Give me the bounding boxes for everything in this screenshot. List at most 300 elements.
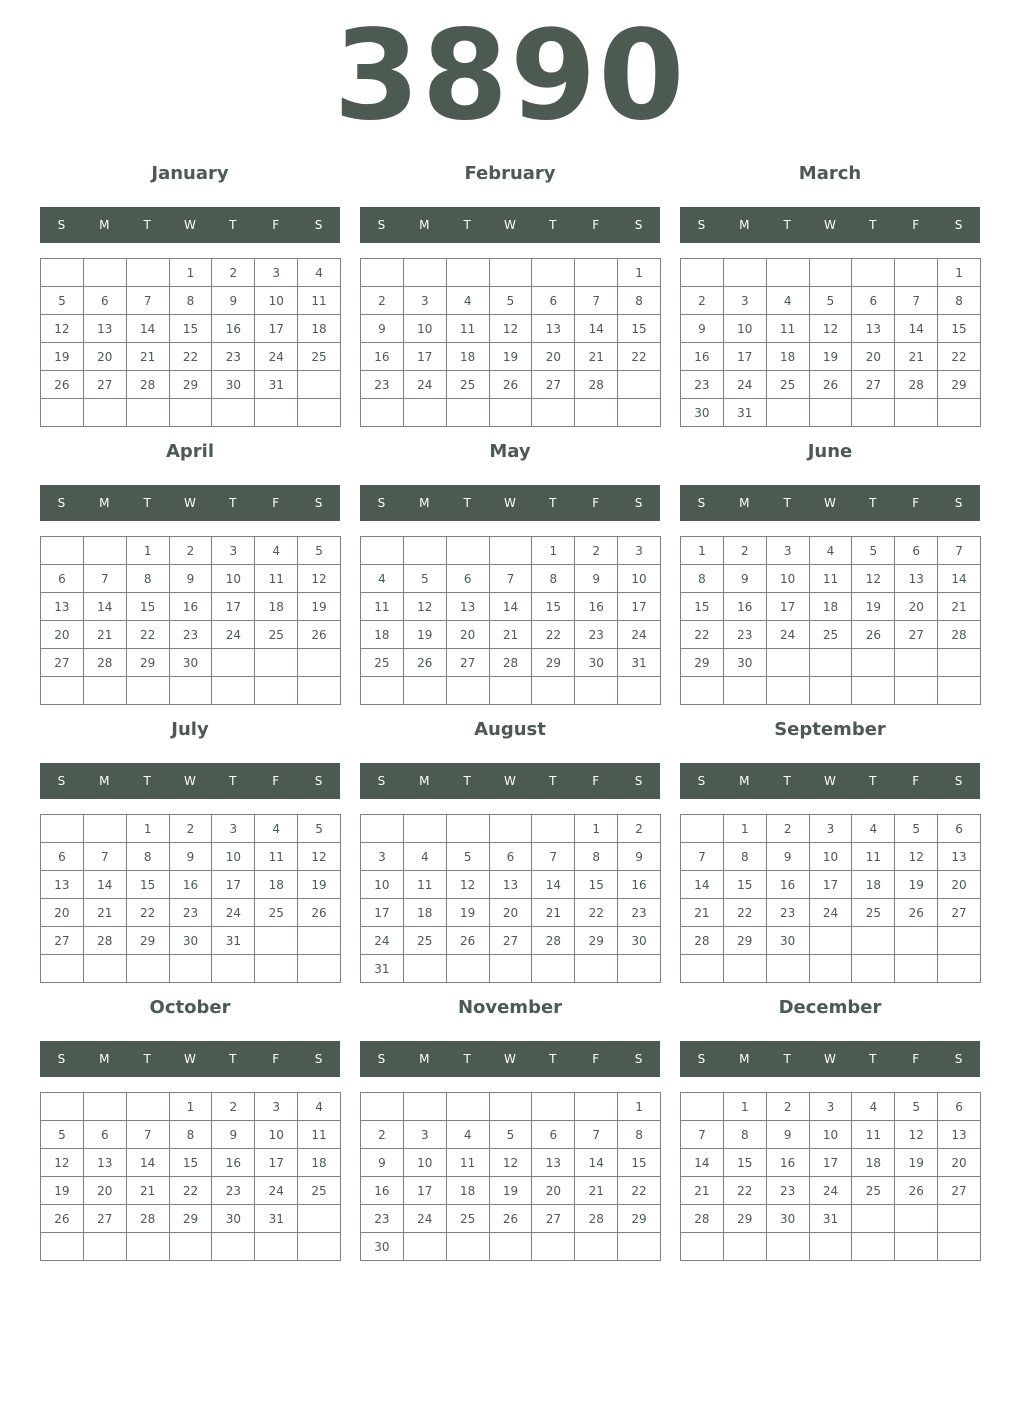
empty-cell <box>490 537 533 565</box>
day-cell: 3 <box>810 815 853 843</box>
weekday-label: S <box>954 218 963 232</box>
day-cell: 24 <box>618 621 661 649</box>
weekday-header <box>40 207 340 243</box>
day-cell: 15 <box>724 871 767 899</box>
empty-cell <box>84 259 127 287</box>
empty-cell <box>767 259 810 287</box>
empty-cell <box>724 1233 767 1261</box>
day-cell: 4 <box>298 1093 341 1121</box>
weekday-label: T <box>549 218 557 232</box>
day-cell: 22 <box>532 621 575 649</box>
empty-cell <box>41 677 84 705</box>
month-july <box>40 713 340 983</box>
empty-cell <box>41 955 84 983</box>
empty-cell <box>767 399 810 427</box>
empty-cell <box>41 537 84 565</box>
day-cell: 9 <box>575 565 618 593</box>
weekday-label: W <box>824 218 836 232</box>
empty-cell <box>255 1233 298 1261</box>
month-january <box>40 157 340 427</box>
weekday-label: S <box>377 774 386 788</box>
day-cell: 25 <box>255 621 298 649</box>
day-cell: 22 <box>127 899 170 927</box>
empty-cell <box>895 1205 938 1233</box>
weekday-label: F <box>912 1052 920 1066</box>
month-name: May <box>489 441 531 462</box>
day-cell: 23 <box>767 899 810 927</box>
empty-cell <box>447 955 490 983</box>
empty-cell <box>895 259 938 287</box>
day-cell: 1 <box>618 1093 661 1121</box>
day-grid <box>680 258 981 427</box>
empty-cell <box>361 815 404 843</box>
empty-cell <box>41 399 84 427</box>
day-cell: 26 <box>298 899 341 927</box>
day-cell: 12 <box>447 871 490 899</box>
empty-cell <box>532 815 575 843</box>
weekday-label: M <box>99 774 110 788</box>
month-november <box>360 991 660 1261</box>
empty-cell <box>255 927 298 955</box>
day-cell: 6 <box>895 537 938 565</box>
empty-cell <box>361 537 404 565</box>
empty-cell <box>575 1093 618 1121</box>
empty-cell <box>127 955 170 983</box>
month-name: August <box>474 719 546 740</box>
empty-cell <box>618 399 661 427</box>
day-cell: 3 <box>255 1093 298 1121</box>
day-cell: 24 <box>212 899 255 927</box>
empty-cell <box>404 537 447 565</box>
day-cell: 15 <box>170 315 213 343</box>
day-cell: 25 <box>404 927 447 955</box>
day-cell: 3 <box>618 537 661 565</box>
day-cell: 20 <box>84 343 127 371</box>
day-cell: 11 <box>810 565 853 593</box>
day-cell: 14 <box>127 315 170 343</box>
day-cell: 3 <box>361 843 404 871</box>
day-cell: 28 <box>895 371 938 399</box>
day-cell: 16 <box>170 871 213 899</box>
weekday-label: F <box>592 496 600 510</box>
empty-cell <box>852 649 895 677</box>
day-cell: 16 <box>724 593 767 621</box>
day-cell: 27 <box>490 927 533 955</box>
month-name: June <box>807 441 853 462</box>
weekday-label: W <box>184 218 196 232</box>
day-cell: 21 <box>532 899 575 927</box>
day-cell: 20 <box>447 621 490 649</box>
empty-cell <box>618 371 661 399</box>
empty-cell <box>298 1233 341 1261</box>
day-cell: 24 <box>404 371 447 399</box>
weekday-label: W <box>504 1052 516 1066</box>
empty-cell <box>255 649 298 677</box>
weekday-label: T <box>463 1052 471 1066</box>
weekday-label: T <box>869 774 877 788</box>
day-cell: 3 <box>212 537 255 565</box>
weekday-label: S <box>954 1052 963 1066</box>
weekday-label: T <box>783 496 791 510</box>
empty-cell <box>447 1093 490 1121</box>
day-cell: 23 <box>361 1205 404 1233</box>
day-cell: 7 <box>681 1121 724 1149</box>
day-cell: 14 <box>575 315 618 343</box>
day-cell: 8 <box>618 1121 661 1149</box>
day-cell: 22 <box>618 1177 661 1205</box>
day-cell: 14 <box>895 315 938 343</box>
day-cell: 3 <box>404 287 447 315</box>
day-cell: 4 <box>447 1121 490 1149</box>
day-cell: 15 <box>532 593 575 621</box>
day-cell: 13 <box>490 871 533 899</box>
day-cell: 29 <box>681 649 724 677</box>
day-cell: 8 <box>127 843 170 871</box>
day-cell: 21 <box>575 1177 618 1205</box>
day-cell: 2 <box>767 815 810 843</box>
day-cell: 12 <box>298 565 341 593</box>
day-cell: 14 <box>84 871 127 899</box>
empty-cell <box>212 649 255 677</box>
month-name: November <box>457 997 563 1018</box>
weekday-header <box>680 485 980 521</box>
day-cell: 17 <box>212 871 255 899</box>
day-cell: 22 <box>681 621 724 649</box>
day-cell: 23 <box>724 621 767 649</box>
empty-cell <box>767 955 810 983</box>
empty-cell <box>938 1233 981 1261</box>
empty-cell <box>127 1233 170 1261</box>
day-cell: 16 <box>575 593 618 621</box>
day-cell: 1 <box>724 1093 767 1121</box>
day-cell: 9 <box>361 315 404 343</box>
day-cell: 21 <box>84 899 127 927</box>
empty-cell <box>404 399 447 427</box>
day-cell: 13 <box>532 315 575 343</box>
weekday-header <box>680 763 980 799</box>
weekday-label: T <box>143 774 151 788</box>
empty-cell <box>681 1093 724 1121</box>
day-cell: 30 <box>361 1233 404 1261</box>
empty-cell <box>575 955 618 983</box>
empty-cell <box>447 677 490 705</box>
month-name: January <box>151 163 229 184</box>
empty-cell <box>490 1093 533 1121</box>
empty-cell <box>404 815 447 843</box>
empty-cell <box>490 815 533 843</box>
day-cell: 5 <box>490 287 533 315</box>
weekday-label: T <box>549 774 557 788</box>
day-cell: 4 <box>852 1093 895 1121</box>
empty-cell <box>895 955 938 983</box>
weekday-header <box>360 763 660 799</box>
month-name: July <box>171 719 209 740</box>
day-cell: 29 <box>532 649 575 677</box>
month-october <box>40 991 340 1261</box>
day-cell: 23 <box>170 899 213 927</box>
day-cell: 24 <box>724 371 767 399</box>
day-cell: 1 <box>532 537 575 565</box>
empty-cell <box>618 955 661 983</box>
day-cell: 2 <box>767 1093 810 1121</box>
day-cell: 15 <box>170 1149 213 1177</box>
month-name: March <box>798 163 862 184</box>
empty-cell <box>724 955 767 983</box>
day-cell: 29 <box>170 371 213 399</box>
day-cell: 16 <box>767 1149 810 1177</box>
weekday-label: F <box>272 496 280 510</box>
weekday-label: S <box>314 218 323 232</box>
day-cell: 22 <box>575 899 618 927</box>
day-cell: 27 <box>532 1205 575 1233</box>
empty-cell <box>852 677 895 705</box>
weekday-label: M <box>419 774 430 788</box>
weekday-label: S <box>697 496 706 510</box>
weekday-label: T <box>229 496 237 510</box>
empty-cell <box>447 537 490 565</box>
day-cell: 5 <box>41 287 84 315</box>
day-cell: 4 <box>447 287 490 315</box>
day-cell: 22 <box>170 343 213 371</box>
empty-cell <box>767 1233 810 1261</box>
weekday-label: F <box>592 1052 600 1066</box>
weekday-label: F <box>272 218 280 232</box>
empty-cell <box>84 677 127 705</box>
day-cell: 14 <box>127 1149 170 1177</box>
empty-cell <box>84 815 127 843</box>
empty-cell <box>852 927 895 955</box>
day-cell: 29 <box>575 927 618 955</box>
empty-cell <box>212 677 255 705</box>
day-cell: 21 <box>127 1177 170 1205</box>
day-cell: 20 <box>41 621 84 649</box>
day-cell: 5 <box>298 815 341 843</box>
day-cell: 27 <box>84 1205 127 1233</box>
day-cell: 25 <box>852 899 895 927</box>
empty-cell <box>212 399 255 427</box>
day-cell: 31 <box>724 399 767 427</box>
day-cell: 10 <box>361 871 404 899</box>
day-cell: 24 <box>810 899 853 927</box>
day-cell: 1 <box>724 815 767 843</box>
day-cell: 4 <box>255 815 298 843</box>
weekday-label: S <box>377 496 386 510</box>
day-cell: 3 <box>404 1121 447 1149</box>
weekday-label: T <box>463 496 471 510</box>
day-cell: 12 <box>895 1121 938 1149</box>
day-cell: 27 <box>938 1177 981 1205</box>
weekday-label: S <box>634 218 643 232</box>
day-cell: 30 <box>575 649 618 677</box>
day-cell: 12 <box>810 315 853 343</box>
empty-cell <box>127 399 170 427</box>
day-cell: 13 <box>41 871 84 899</box>
day-cell: 19 <box>41 1177 84 1205</box>
year-title: 3890 <box>333 4 687 148</box>
day-cell: 29 <box>724 1205 767 1233</box>
empty-cell <box>170 399 213 427</box>
day-cell: 20 <box>532 343 575 371</box>
day-cell: 4 <box>767 287 810 315</box>
day-cell: 7 <box>127 1121 170 1149</box>
day-cell: 25 <box>810 621 853 649</box>
day-cell: 16 <box>361 343 404 371</box>
empty-cell <box>298 677 341 705</box>
day-cell: 30 <box>170 927 213 955</box>
day-cell: 23 <box>618 899 661 927</box>
empty-cell <box>852 259 895 287</box>
day-cell: 15 <box>938 315 981 343</box>
day-cell: 25 <box>447 371 490 399</box>
day-cell: 2 <box>170 537 213 565</box>
weekday-label: S <box>954 774 963 788</box>
day-cell: 13 <box>938 1121 981 1149</box>
day-cell: 27 <box>895 621 938 649</box>
day-cell: 24 <box>255 343 298 371</box>
weekday-label: T <box>229 774 237 788</box>
day-cell: 11 <box>447 315 490 343</box>
day-cell: 28 <box>127 1205 170 1233</box>
day-cell: 13 <box>895 565 938 593</box>
empty-cell <box>84 1233 127 1261</box>
empty-cell <box>361 259 404 287</box>
day-cell: 15 <box>127 871 170 899</box>
day-cell: 7 <box>575 1121 618 1149</box>
empty-cell <box>298 927 341 955</box>
empty-cell <box>810 259 853 287</box>
day-cell: 19 <box>447 899 490 927</box>
empty-cell <box>255 955 298 983</box>
day-cell: 28 <box>938 621 981 649</box>
day-cell: 23 <box>361 371 404 399</box>
weekday-label: W <box>824 496 836 510</box>
empty-cell <box>938 399 981 427</box>
month-name: October <box>149 997 231 1018</box>
weekday-label: W <box>504 218 516 232</box>
day-cell: 4 <box>255 537 298 565</box>
empty-cell <box>490 259 533 287</box>
day-cell: 18 <box>852 1149 895 1177</box>
day-cell: 18 <box>810 593 853 621</box>
weekday-label: W <box>824 1052 836 1066</box>
empty-cell <box>404 1233 447 1261</box>
day-cell: 4 <box>852 815 895 843</box>
empty-cell <box>404 259 447 287</box>
day-cell: 8 <box>938 287 981 315</box>
weekday-header <box>360 485 660 521</box>
day-cell: 9 <box>681 315 724 343</box>
empty-cell <box>447 815 490 843</box>
day-cell: 14 <box>681 871 724 899</box>
day-cell: 10 <box>255 287 298 315</box>
weekday-label: S <box>377 1052 386 1066</box>
weekday-label: T <box>143 1052 151 1066</box>
day-cell: 12 <box>490 315 533 343</box>
day-cell: 11 <box>852 843 895 871</box>
empty-cell <box>447 1233 490 1261</box>
day-cell: 24 <box>767 621 810 649</box>
weekday-label: S <box>57 1052 66 1066</box>
day-cell: 10 <box>618 565 661 593</box>
day-cell: 29 <box>724 927 767 955</box>
weekday-label: M <box>99 218 110 232</box>
day-cell: 3 <box>724 287 767 315</box>
day-cell: 19 <box>298 871 341 899</box>
empty-cell <box>84 1093 127 1121</box>
weekday-label: M <box>419 1052 430 1066</box>
day-cell: 16 <box>681 343 724 371</box>
empty-cell <box>618 677 661 705</box>
day-cell: 9 <box>212 1121 255 1149</box>
day-cell: 5 <box>404 565 447 593</box>
empty-cell <box>127 259 170 287</box>
day-cell: 26 <box>810 371 853 399</box>
day-cell: 7 <box>490 565 533 593</box>
day-cell: 11 <box>404 871 447 899</box>
day-cell: 7 <box>127 287 170 315</box>
weekday-label: T <box>869 218 877 232</box>
day-cell: 10 <box>724 315 767 343</box>
day-cell: 25 <box>361 649 404 677</box>
day-cell: 3 <box>810 1093 853 1121</box>
empty-cell <box>938 1205 981 1233</box>
day-cell: 18 <box>298 1149 341 1177</box>
day-cell: 21 <box>938 593 981 621</box>
day-cell: 17 <box>618 593 661 621</box>
weekday-label: M <box>99 496 110 510</box>
day-cell: 20 <box>895 593 938 621</box>
day-cell: 5 <box>41 1121 84 1149</box>
empty-cell <box>810 1233 853 1261</box>
day-cell: 8 <box>681 565 724 593</box>
empty-cell <box>447 259 490 287</box>
day-cell: 8 <box>575 843 618 871</box>
weekday-label: W <box>504 774 516 788</box>
day-grid <box>680 814 981 983</box>
weekday-label: W <box>824 774 836 788</box>
day-cell: 25 <box>298 1177 341 1205</box>
empty-cell <box>575 399 618 427</box>
day-cell: 11 <box>852 1121 895 1149</box>
day-cell: 13 <box>84 315 127 343</box>
day-cell: 9 <box>767 1121 810 1149</box>
day-cell: 21 <box>681 899 724 927</box>
day-cell: 13 <box>852 315 895 343</box>
weekday-label: F <box>272 1052 280 1066</box>
day-cell: 6 <box>532 287 575 315</box>
day-cell: 24 <box>361 927 404 955</box>
day-cell: 21 <box>895 343 938 371</box>
day-cell: 30 <box>681 399 724 427</box>
day-grid <box>360 258 661 427</box>
empty-cell <box>532 677 575 705</box>
weekday-header <box>40 485 340 521</box>
day-cell: 18 <box>298 315 341 343</box>
empty-cell <box>41 1093 84 1121</box>
day-cell: 14 <box>938 565 981 593</box>
day-cell: 22 <box>127 621 170 649</box>
empty-cell <box>575 677 618 705</box>
day-cell: 11 <box>255 565 298 593</box>
day-cell: 12 <box>298 843 341 871</box>
day-cell: 30 <box>618 927 661 955</box>
day-cell: 28 <box>127 371 170 399</box>
weekday-label: F <box>912 496 920 510</box>
day-cell: 22 <box>170 1177 213 1205</box>
empty-cell <box>810 927 853 955</box>
weekday-label: T <box>549 1052 557 1066</box>
day-cell: 19 <box>852 593 895 621</box>
